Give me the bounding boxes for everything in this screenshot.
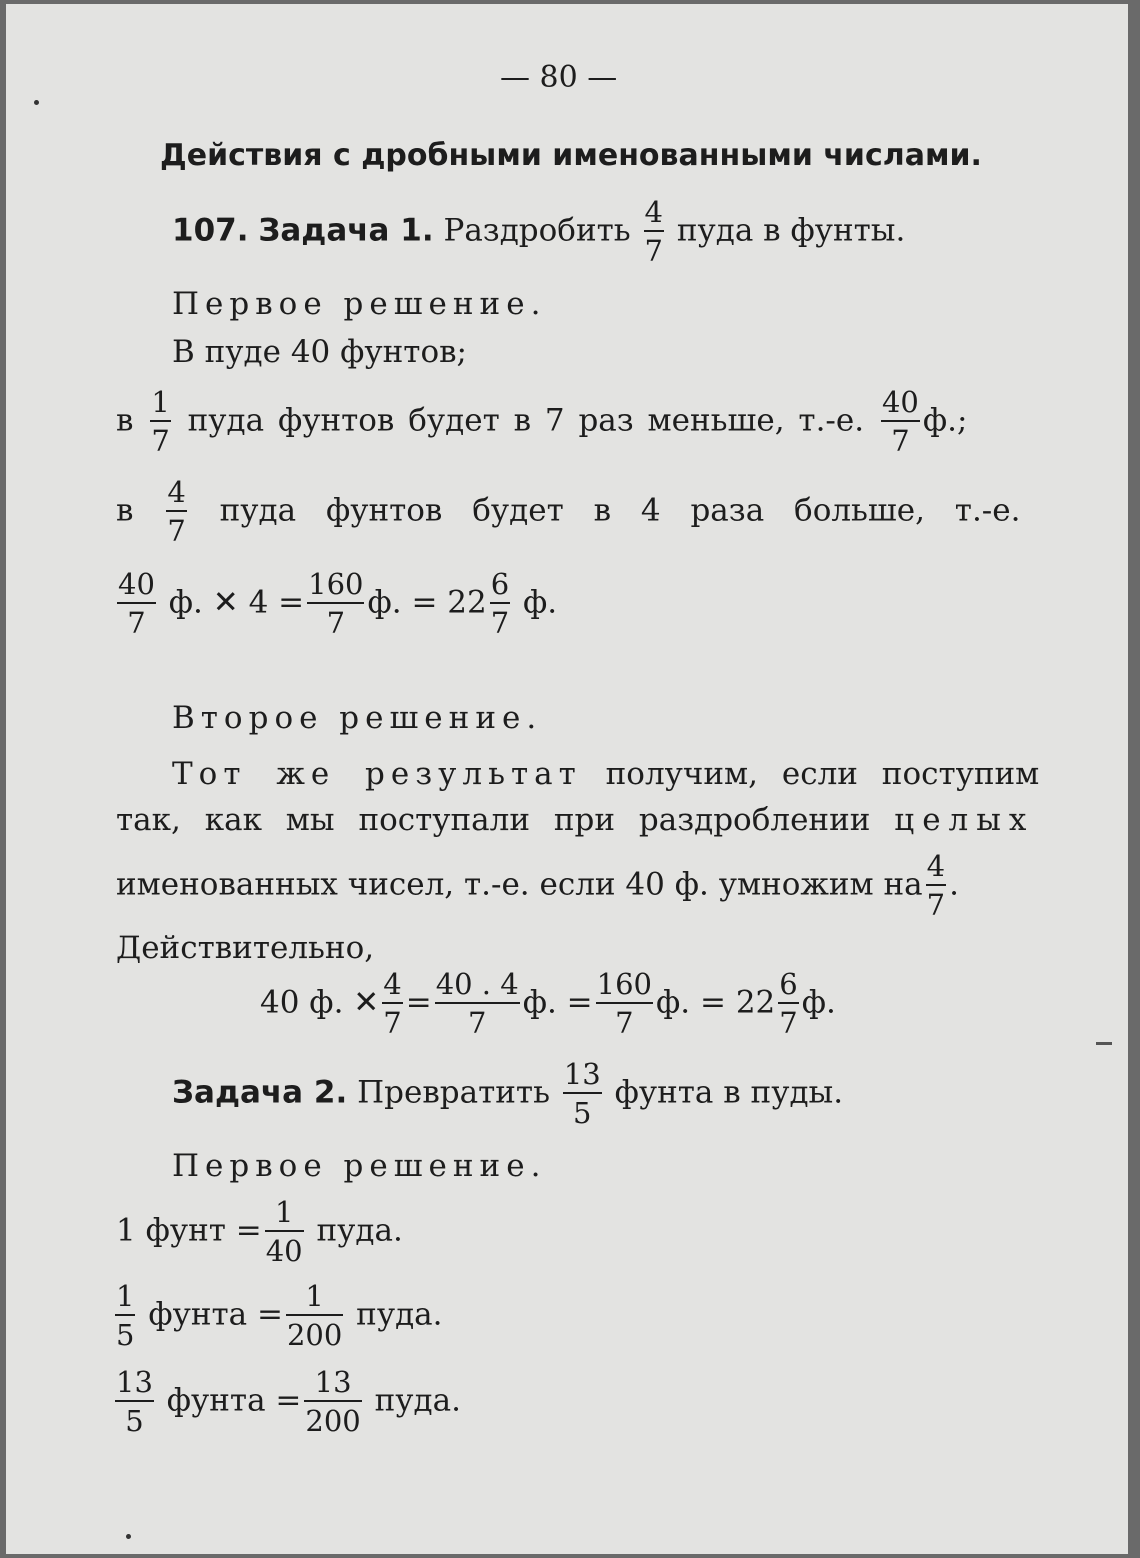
task2-text-before: Превратить: [357, 1074, 550, 1111]
fraction-numerator: 160: [307, 570, 364, 604]
step3-fraction-rhs: [304, 1365, 361, 1438]
task2-text-after: фунта в пуды.: [614, 1074, 844, 1111]
fraction-denominator: 7: [167, 514, 186, 548]
para-spaced-phrase: Тот же результат: [172, 756, 582, 792]
fraction-denominator: 5: [573, 1096, 592, 1130]
eq2-fraction-4: [778, 967, 798, 1040]
eq2-text-0: 40 ф. ✕: [260, 984, 380, 1021]
fraction-denominator: 5: [116, 1318, 135, 1352]
fraction-denominator: 200: [286, 1318, 343, 1352]
task1-label: Задача 1.: [258, 212, 434, 249]
fraction-numerator: 13: [563, 1060, 602, 1094]
eq2-text-1: =: [405, 984, 432, 1021]
eq1-text-2: ф. = 22: [367, 584, 487, 621]
task1-fraction: [644, 195, 664, 268]
fraction-denominator: 7: [615, 1006, 634, 1040]
line-a: [116, 385, 968, 458]
eq2-fraction-1: [382, 967, 402, 1040]
fraction-numerator: 160: [596, 970, 653, 1004]
step3-fraction-lhs: [115, 1365, 154, 1438]
task1-text-before: Раздробить: [443, 212, 631, 249]
step1-text-1: пуда.: [316, 1212, 403, 1249]
line-b: [116, 475, 1021, 548]
fraction-numerator: 1: [115, 1282, 135, 1316]
para-line-1: [172, 756, 1039, 792]
scan-speck: [34, 100, 39, 105]
para-line-3: [116, 849, 959, 922]
fraction-denominator: 7: [151, 424, 170, 458]
eq2-text-4: ф.: [801, 984, 836, 1021]
fraction-numerator: 13: [115, 1368, 154, 1402]
task1-text-after: пуда в фунты.: [676, 212, 906, 249]
fraction-denominator: 7: [926, 888, 946, 922]
line-b-fraction: [166, 475, 186, 548]
first-solution-heading-2: Первое решение.: [172, 1148, 547, 1184]
eq1-fraction-1: [117, 567, 156, 640]
line-a-prefix: в: [116, 402, 134, 439]
scan-speck: [126, 1534, 131, 1539]
pud-line: В пуде 40 фунтов;: [172, 334, 467, 370]
equation-1: [114, 567, 558, 640]
task1-line: [172, 195, 906, 268]
fraction-denominator: 7: [779, 1006, 798, 1040]
eq2-fraction-2: [435, 967, 520, 1040]
eq2-text-2: ф. =: [522, 984, 593, 1021]
fraction-numerator: 1: [150, 388, 170, 422]
para-fraction: [926, 849, 946, 922]
scan-mark: [1096, 1042, 1112, 1045]
step3-text-0: фунта =: [166, 1382, 302, 1419]
fraction-denominator: 200: [305, 1404, 361, 1438]
fraction-numerator: 40 . 4: [435, 970, 520, 1004]
page-number: — 80 —: [500, 60, 618, 95]
eq2-text-3: ф. = 22: [656, 984, 776, 1021]
fraction-denominator: 7: [891, 424, 910, 458]
step2-fraction-lhs: [115, 1279, 135, 1352]
fraction-denominator: 5: [125, 1404, 144, 1438]
section-title: Действия с дробными именованными числами.: [160, 138, 982, 173]
eq2-fraction-3: [596, 967, 653, 1040]
fraction-numerator: 4: [166, 478, 186, 512]
task2-fraction: [563, 1057, 602, 1130]
fraction-numerator: 13: [304, 1368, 361, 1402]
fraction-numerator: 4: [644, 198, 664, 232]
equation-2: [260, 967, 836, 1040]
task2-label: Задача 2.: [172, 1074, 348, 1111]
eq1-fraction-2: [307, 567, 364, 640]
task2-step-2: [112, 1279, 443, 1352]
fraction-denominator: 7: [127, 606, 146, 640]
fraction-denominator: 7: [490, 606, 510, 640]
line-a-unit: ф.;: [922, 402, 968, 439]
second-solution-heading: Второе решение.: [172, 700, 543, 736]
eq1-fraction-3: [490, 567, 510, 640]
fraction-denominator: 7: [467, 1006, 487, 1040]
task1-number: 107.: [172, 212, 249, 249]
fraction-denominator: 7: [326, 606, 346, 640]
fraction-numerator: 6: [490, 570, 510, 604]
line-b-prefix: в: [116, 492, 134, 529]
eq1-text-3: ф.: [523, 584, 558, 621]
fraction-numerator: 1: [265, 1198, 304, 1232]
para-line-3-end: .: [949, 866, 959, 903]
fraction-denominator: 7: [644, 234, 663, 268]
step3-text-1: пуда.: [374, 1382, 461, 1419]
first-solution-heading: Первое решение.: [172, 286, 547, 322]
step2-text-1: пуда.: [356, 1296, 443, 1333]
task2-line: [172, 1057, 844, 1130]
step2-fraction-rhs: [286, 1279, 343, 1352]
line-a-result-fraction: [881, 385, 920, 458]
para-line-1-rest: получим, если поступим: [605, 756, 1040, 792]
fraction-numerator: 40: [117, 570, 156, 604]
fraction-denominator: 40: [265, 1234, 303, 1268]
line-a-fraction: [150, 385, 170, 458]
para-line-2: [116, 802, 1034, 838]
para-line-2-start: так, как мы поступали при раздроблении: [116, 802, 871, 838]
task2-step-1: [116, 1195, 403, 1268]
fraction-denominator: 7: [383, 1006, 402, 1040]
line-a-text: пуда фунтов будет в 7 раз меньше, т.-е.: [187, 402, 865, 439]
para-spaced-word: целых: [894, 802, 1035, 838]
step2-text-0: фунта =: [148, 1296, 283, 1333]
line-b-text: пуда фунтов будет в 4 раза больше, т.-е.: [219, 492, 1021, 529]
step1-fraction: [265, 1195, 304, 1268]
indeed-line: Действительно,: [116, 930, 375, 966]
fraction-numerator: 4: [382, 970, 402, 1004]
fraction-numerator: 6: [778, 970, 798, 1004]
step1-text-0: 1 фунт =: [116, 1212, 262, 1249]
fraction-numerator: 4: [926, 852, 946, 886]
fraction-numerator: 1: [286, 1282, 343, 1316]
book-page: [6, 4, 1128, 1554]
eq1-text-1: ф. ✕ 4 =: [168, 584, 305, 621]
para-line-3-text: именованных чисел, т.-е. если 40 ф. умножим на: [116, 866, 923, 903]
fraction-numerator: 40: [881, 388, 920, 422]
task2-step-3: [112, 1365, 461, 1438]
